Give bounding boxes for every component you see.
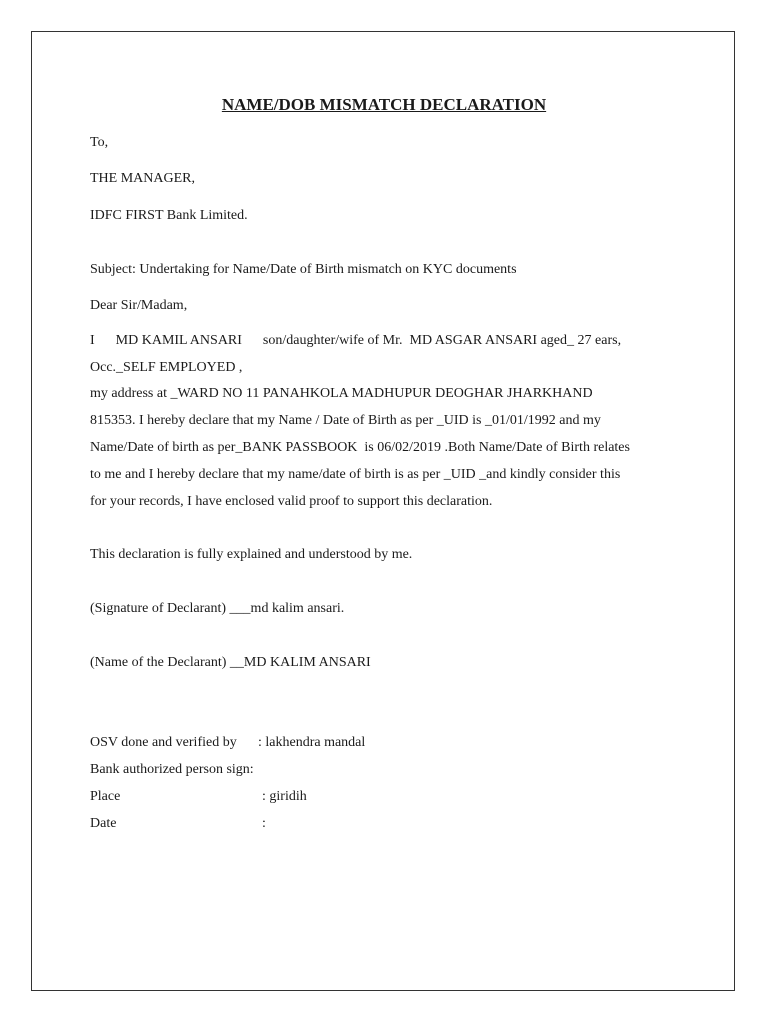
date-value: : bbox=[262, 816, 266, 831]
signature-line: (Signature of Declarant) ___md kalim ansari. bbox=[90, 601, 345, 616]
body-line: to me and I hereby declare that my name/date of birth is as per _UID _and kindly consider this bbox=[90, 467, 621, 482]
declarant-name-line: (Name of the Declarant) __MD KALIM ANSARI bbox=[90, 655, 371, 670]
place-value: : giridih bbox=[262, 789, 307, 804]
place-label: Place bbox=[90, 789, 121, 804]
body-line: 815353. I hereby declare that my Name / Date of Birth as per _UID is _01/01/1992 and my bbox=[90, 413, 601, 428]
address-to: To, bbox=[90, 135, 109, 150]
address-bank: IDFC FIRST Bank Limited. bbox=[90, 208, 248, 223]
bank-sign-label: Bank authorized person sign: bbox=[90, 762, 254, 777]
address-recipient: THE MANAGER, bbox=[90, 171, 195, 186]
date-label: Date bbox=[90, 816, 117, 831]
osv-label: OSV done and verified by bbox=[90, 735, 237, 750]
body-line: my address at _WARD NO 11 PANAHKOLA MADHUPUR DEOGHAR JHARKHAND bbox=[90, 386, 593, 401]
body-line: for your records, I have enclosed valid proof to support this declaration. bbox=[90, 494, 493, 509]
body-line: Name/Date of birth as per_BANK PASSBOOK is 06/02/2019 .Both Name/Date of Birth relates bbox=[90, 440, 630, 455]
osv-value: : lakhendra mandal bbox=[258, 735, 366, 750]
salutation: Dear Sir/Madam, bbox=[90, 298, 188, 313]
body-line: Occ._SELF EMPLOYED , bbox=[90, 360, 243, 375]
confirmation-statement: This declaration is fully explained and understood by me. bbox=[90, 547, 413, 562]
document-title: NAME/DOB MISMATCH DECLARATION bbox=[221, 95, 547, 114]
subject-line: Subject: Undertaking for Name/Date of Birth mismatch on KYC documents bbox=[90, 262, 517, 277]
body-line: I MD KAMIL ANSARI son/daughter/wife of Mr. MD ASGAR ANSARI aged_ 27 ears, bbox=[90, 333, 622, 348]
